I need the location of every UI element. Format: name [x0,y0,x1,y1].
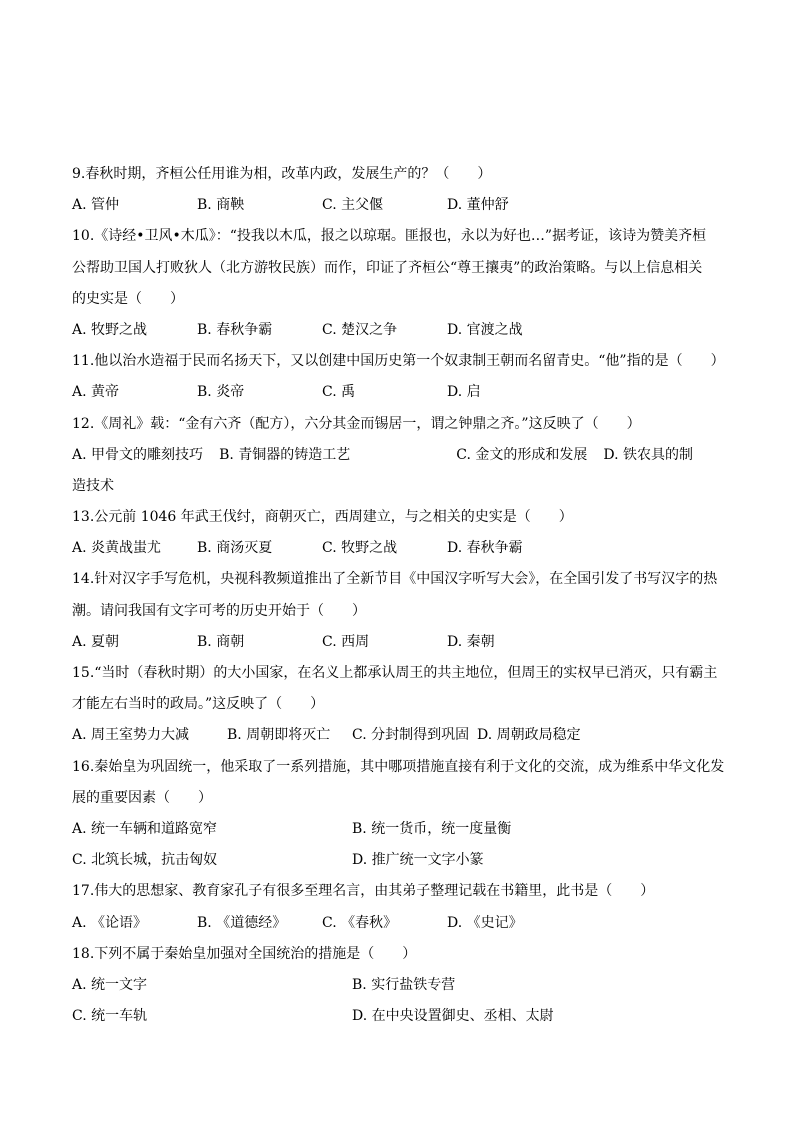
option-row [72,190,722,221]
option-a: A. 周王室势力大减 [72,727,190,744]
question-15 [72,658,722,752]
option-b: B. 炎帝 [197,384,245,401]
option-c: C. 牧野之战 [322,540,398,557]
option-d: D. 推广统一文字小篆 [352,852,484,869]
option-c: C. 分封制得到巩固 [352,727,470,744]
option-a: A. 管仲 [72,197,120,214]
option-c: C. 金文的形成和发展 [456,446,588,463]
option-b: B. 周朝即将灭亡 [227,727,331,744]
question-16 [72,752,725,877]
question-17 [72,876,722,938]
option-a: A. 统一文字 [72,976,148,993]
option-row [72,970,722,1001]
question-list [72,159,725,1032]
question-stem: 的史实是（ ） [72,290,184,307]
option-a: A. 《论语》 [72,914,148,931]
option-c: C. 北筑长城，抗击匈奴 [72,852,218,869]
question-stem: 展的重要因素（ ） [72,789,212,806]
option-d: D. 官渡之战 [447,321,523,338]
question-stem: 公帮助卫国人打败狄人（北方游牧民族）而作，印证了齐桓公“尊王攘夷”的政治策略。与以上信息相关 [72,259,703,276]
question-stem: 12.《周礼》载：“金有六齐（配方），六分其金而锡居一，谓之钟鼎之齐。”这反映了（ ） [72,415,641,432]
question-stem: 14.针对汉字手写危机，央视科教频道推出了全新节目《中国汉字听写大会》，在全国引发了书写汉字的热 [72,571,718,588]
option-row [72,814,722,845]
option-d: D. 启 [447,384,481,401]
question-stem: 16.秦始皇为巩固统一，他采取了一系列措施，其中哪项措施直接有利于文化的交流，成为维系中华文化发 [72,758,725,775]
option-b: B. 商朝 [197,633,245,650]
option-row [72,720,722,751]
option-a: A. 甲骨文的雕刻技巧 [72,446,204,463]
question-stem: 13.公元前 1046 年武王伐纣，商朝灭亡，西周建立，与之相关的史实是（ ） [72,509,573,526]
question-18 [72,939,722,1033]
option-a: A. 夏朝 [72,633,120,650]
option-d: D. 秦朝 [447,633,495,650]
option-row [72,1001,722,1032]
question-13 [72,502,722,564]
option-b: B. 春秋争霸 [197,321,273,338]
question-stem: 17.伟大的思想家、教育家孔子有很多至理名言，由其弟子整理记载在书籍里，此书是（ ） [72,883,655,900]
option-row [72,377,722,408]
question-stem: 10.《诗经•卫风•木瓜》：“投我以木瓜，报之以琼琚。匪报也，永以为好也…”据考证，该诗为赞美齐桓 [72,228,707,245]
option-b: B. 《道德经》 [197,914,287,931]
question-stem: 潮。请问我国有文字可考的历史开始于（ ） [72,602,366,619]
option-row [72,845,722,876]
option-c: C. 主父偃 [322,197,384,214]
question-9 [72,159,722,221]
option-a: A. 炎黄战蚩尤 [72,540,162,557]
option-d-continuation: 造技术 [72,477,114,494]
option-row [72,315,722,346]
question-stem: 11.他以治水造福于民而名扬天下，又以创建中国历史第一个奴隶制王朝而名留青史。“他”指的是（ ） [72,353,725,370]
option-c: C. 统一车轨 [72,1008,148,1025]
question-stem: 才能左右当时的政局。”这反映了（ ） [72,696,325,713]
option-b: B. 青铜器的铸造工艺 [219,446,351,463]
question-12 [72,409,722,503]
question-10 [72,221,722,346]
option-row [72,627,722,658]
option-d: D. 铁农具的制 [603,446,694,463]
question-14 [72,564,722,658]
option-row [72,908,722,939]
option-a: A. 牧野之战 [72,321,148,338]
question-stem: 18.下列不属于秦始皇加强对全国统治的措施是（ ） [72,945,417,962]
option-a: A. 黄帝 [72,384,120,401]
option-b: B. 统一货币，统一度量衡 [352,820,512,837]
option-d: D. 在中央设置御史、丞相、太尉 [352,1008,554,1025]
question-11 [72,346,725,408]
option-b: B. 商汤灭夏 [197,540,273,557]
option-b: B. 实行盐铁专营 [352,976,456,993]
option-c: C. 楚汉之争 [322,321,398,338]
option-d: D. 春秋争霸 [447,540,523,557]
option-c: C. 西周 [322,633,370,650]
option-row [72,440,722,471]
question-stem: 15.“当时（春秋时期）的大小国家，在名义上都承认周王的共主地位，但周王的实权早已消灭，只有霸主 [72,665,718,681]
option-c: C. 《春秋》 [322,914,398,931]
option-a: A. 统一车辆和道路宽窄 [72,820,218,837]
option-d: D. 《史记》 [447,914,523,931]
option-d: D. 周朝政局稳定 [477,727,581,744]
option-d: D. 董仲舒 [447,197,509,214]
option-row [72,533,722,564]
option-b: B. 商鞅 [197,197,245,214]
question-stem: 9.春秋时期，齐桓公任用谁为相，改革内政，发展生产的？（ ） [72,166,492,182]
option-c: C. 禹 [322,384,356,401]
